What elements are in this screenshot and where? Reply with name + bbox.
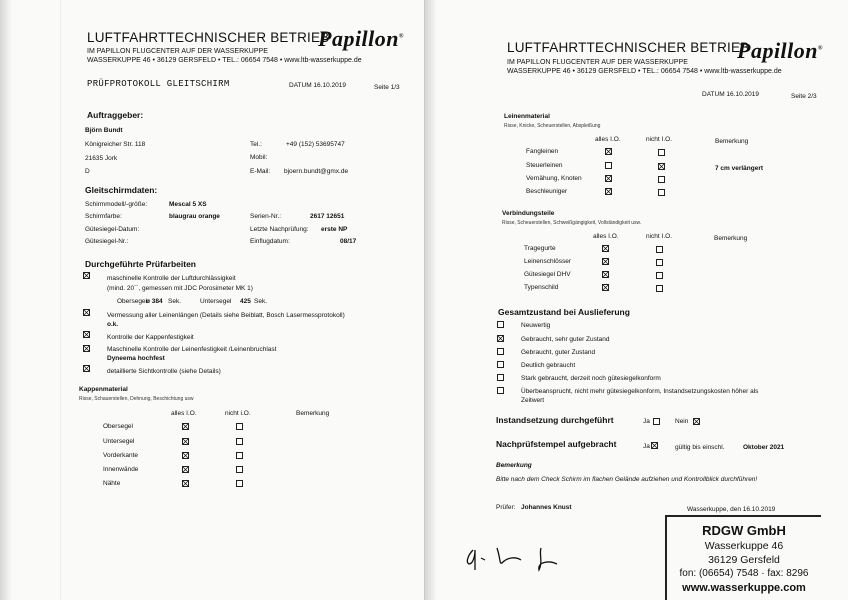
work-line-length: Vermessung aller Leinenlängen (Details siehe Beiblatt, Bosch Lasermessprotokoll)	[107, 312, 345, 319]
connectors-row-label: Gütesiegel DHV	[524, 271, 571, 278]
canopy-row-label: Nähte	[103, 480, 121, 487]
canopy-col-note: Bemerkung	[296, 410, 330, 417]
last-check-value: erste NP	[321, 226, 348, 233]
canopy-ok-checkbox	[182, 452, 189, 459]
condition-label: Deutlich gebraucht	[521, 362, 576, 369]
lines-heading: Leinenmaterial	[504, 113, 550, 120]
stamp-valid-date: Oktober 2021	[743, 444, 785, 451]
canopy-ok-checkbox	[182, 438, 189, 445]
work-visual: detaillierte Sichtkontrolle (siehe Details)	[107, 368, 221, 375]
canopy-ok-checkbox	[182, 466, 189, 473]
repair-no-label: Nein	[675, 418, 689, 425]
upper-sail-unit: Sek.	[168, 298, 182, 305]
company-name: LUFTFAHRTTECHNISCHER BETRIEB	[507, 40, 750, 55]
lines-nok-checkbox	[658, 189, 665, 196]
stamp-yes-checkbox	[651, 442, 658, 449]
condition-heading: Gesamtzustand bei Auslieferung	[498, 307, 630, 317]
connectors-nok-checkbox	[656, 285, 663, 292]
lower-sail-label: Untersegel	[200, 298, 232, 305]
condition-checkbox	[497, 387, 504, 394]
inspector-signature	[455, 530, 595, 575]
place-date: Wasserkuppe, den 16.10.2019	[687, 506, 776, 513]
work-heading: Durchgeführte Prüfarbeiten	[85, 259, 196, 269]
remark-heading: Bemerkung	[496, 462, 532, 469]
lines-subtitle: Risse, Knicke, Scheuerstellen, Abspleißung	[504, 123, 601, 129]
canopy-row-label: Untersegel	[103, 438, 135, 445]
lines-row-label: Vernähung, Knoten	[526, 175, 582, 182]
model-value: Mescal 5 XS	[169, 201, 207, 208]
protocol-page-2	[424, 0, 848, 600]
last-check-label: Letzte Nachprüfung:	[250, 226, 309, 233]
client-street: Königreicher Str. 118	[85, 141, 146, 148]
page-number: Seite 1/3	[374, 84, 400, 91]
connectors-row-label: Leinenschlösser	[524, 258, 571, 265]
lines-nok-checkbox	[658, 176, 665, 183]
flight-date-value: 08/17	[340, 238, 357, 245]
work-line-strength: Maschinelle Kontrolle der Leinenfestigkeit /Leinenbruchlast	[107, 346, 277, 353]
connectors-ok-checkbox	[602, 245, 609, 252]
document-title: PRÜFPROTOKOLL GLEITSCHIRM	[87, 79, 230, 89]
connectors-subtitle: Risse, Scheuerstellen, Schweißgängigkeit, Vollständigkeit usw.	[502, 220, 642, 226]
work-line-strength-result: Dyneema hochfest	[107, 355, 165, 362]
seal-date-label: Gütesiegel-Datum:	[85, 226, 140, 233]
connectors-ok-checkbox	[602, 284, 609, 291]
condition-label-overstressed-cont: Zeitwert	[521, 397, 545, 404]
condition-label-overstressed: Überbeansprucht, nicht mehr gütesiegelkonform, Instandsetzungskosten höher als	[521, 388, 759, 395]
connectors-heading: Verbindungsteile	[502, 210, 555, 217]
lines-row-label: Beschleuniger	[526, 188, 568, 195]
repair-no-checkbox	[693, 418, 700, 425]
canopy-col-ok: alles I.O.	[171, 410, 197, 417]
color-label: Schirmfarbe:	[85, 213, 122, 220]
stamp-company: RDGW GmbH	[702, 523, 786, 538]
lines-col-ok: alles I.O.	[595, 136, 621, 143]
inspection-stamp-label: Nachprüfstempel aufgebracht	[496, 439, 617, 449]
company-address-line2: WASSERKUPPE 46 • 36129 GERSFELD • TEL.: 06654 7548 • www.ltb-wasserkuppe.de	[507, 68, 782, 75]
inspector-name: Johannes Knust	[521, 504, 572, 511]
canopy-row-label: Obersegel	[103, 423, 133, 430]
condition-label: Neuwertig	[521, 322, 551, 329]
company-address-line2: WASSERKUPPE 46 • 36129 GERSFELD • TEL.: 06654 7548 • www.ltb-wasserkuppe.de	[87, 57, 362, 64]
connectors-row-label: Tragegurte	[524, 245, 556, 252]
canopy-nok-checkbox	[236, 452, 243, 459]
work-canopy-strength: Kontrolle der Kappenfestigkeit	[107, 334, 194, 341]
condition-label: Gebraucht, guter Zustand	[521, 349, 596, 356]
condition-checkbox	[497, 321, 504, 328]
upper-sail-value: ø 384	[146, 298, 163, 305]
stamp-valid-label: gültig bis einschl.	[675, 444, 725, 451]
canopy-nok-checkbox	[236, 466, 243, 473]
work-checkbox-line-length	[83, 309, 90, 316]
repair-yes-checkbox	[653, 418, 660, 425]
canopy-ok-checkbox	[182, 480, 189, 487]
email-value: bjoern.bundt@gmx.de	[284, 168, 349, 175]
glider-heading: Gleitschirmdaten:	[85, 185, 158, 195]
lower-sail-unit: Sek.	[254, 298, 268, 305]
work-checkbox-permeability	[83, 272, 90, 279]
canopy-row-label: Innenwände	[103, 466, 139, 473]
company-name: LUFTFAHRTTECHNISCHER BETRIEB	[87, 30, 330, 45]
flight-date-label: Einflugdatum:	[250, 238, 290, 245]
connectors-row-label: Typenschild	[524, 284, 559, 291]
color-value: blaugrau orange	[169, 213, 220, 220]
scan-shadow	[425, 0, 437, 600]
tel-label: Tel.:	[250, 141, 262, 148]
connectors-col-ok: alles I.O.	[593, 233, 619, 240]
client-country: D	[85, 168, 90, 175]
email-label: E-Mail:	[250, 168, 271, 175]
client-heading: Auftraggeber:	[87, 110, 144, 120]
canopy-nok-checkbox	[236, 480, 243, 487]
work-permeability-note: (mind. 20´´, gemessen mit JDC Porosimeter MK 1)	[107, 285, 253, 292]
connectors-nok-checkbox	[656, 246, 663, 253]
canopy-subtitle: Risse, Schauerstellen, Dehnung, Beschichtung usw	[79, 396, 194, 402]
canopy-heading: Kappenmaterial	[79, 386, 128, 393]
stamp-website: www.wasserkuppe.com	[682, 582, 806, 594]
condition-checkbox	[497, 374, 504, 381]
serial-value: 2617 12651	[310, 213, 345, 220]
papillon-logo: Papillon®	[737, 38, 823, 63]
lower-sail-value: 425	[240, 298, 251, 305]
condition-label: Gebraucht, sehr guter Zustand	[521, 336, 610, 343]
inspector-label: Prüfer:	[496, 504, 516, 511]
canopy-nok-checkbox	[236, 423, 243, 430]
condition-checkbox	[497, 348, 504, 355]
connectors-col-nok: nicht I.O.	[646, 233, 673, 240]
connectors-ok-checkbox	[602, 258, 609, 265]
condition-checkbox	[497, 335, 504, 342]
client-name: Björn Bundt	[85, 127, 123, 134]
lines-nok-checkbox	[658, 163, 665, 170]
canopy-nok-checkbox	[236, 438, 243, 445]
lines-col-nok: nicht I.O.	[646, 136, 673, 143]
stamp-phone: fon: (06654) 7548 · fax: 8296	[679, 568, 809, 579]
company-address-line1: IM PAPILLON FLUGCENTER AUF DER WASSERKUPPE	[87, 48, 268, 55]
canopy-col-nok: nicht i.O.	[225, 410, 251, 417]
lines-ok-checkbox	[605, 162, 612, 169]
lines-ok-checkbox	[605, 175, 612, 182]
serial-label: Serien-Nr.:	[250, 213, 282, 220]
lines-note: 7 cm verlängert	[715, 165, 764, 172]
lines-nok-checkbox	[658, 149, 665, 156]
company-stamp	[665, 515, 821, 600]
document-date: DATUM 16.10.2019	[702, 91, 759, 98]
client-city: 21635 Jork	[85, 155, 118, 162]
lines-col-note: Bemerkung	[715, 138, 749, 145]
lines-row-label: Fangleinen	[526, 148, 559, 155]
condition-label: Stark gebraucht, derzeit noch gütesiegelkonform	[521, 375, 661, 382]
canopy-row-label: Vorderkante	[103, 452, 139, 459]
model-label: Schirmmodell/-größe:	[85, 201, 148, 208]
remark-text: Bitte nach dem Check Schirm im flachen Gelände aufziehen und Kontrollblick durchführen!	[496, 476, 758, 483]
work-checkbox-line-strength	[83, 345, 90, 352]
connectors-nok-checkbox	[656, 272, 663, 279]
papillon-logo: Papillon®	[318, 26, 404, 51]
lines-ok-checkbox	[605, 148, 612, 155]
stamp-city: 36129 Gersfeld	[708, 554, 780, 566]
work-checkbox-canopy-strength	[83, 331, 90, 338]
canopy-ok-checkbox	[182, 423, 189, 430]
repair-label: Instandsetzung durchgeführt	[496, 415, 614, 425]
seal-nr-label: Gütesiegel-Nr.:	[85, 238, 129, 245]
connectors-col-note: Bemerkung	[714, 235, 748, 242]
work-permeability: maschinelle Kontrolle der Luftdurchlässigkeit	[107, 275, 236, 282]
stamp-yes-label: Ja	[643, 443, 650, 450]
connectors-ok-checkbox	[602, 271, 609, 278]
document-date: DATUM 16.10.2019	[289, 82, 346, 89]
lines-ok-checkbox	[605, 188, 612, 195]
company-address-line1: IM PAPILLON FLUGCENTER AUF DER WASSERKUPPE	[507, 59, 688, 66]
tel-value: +49 (152) 53695747	[286, 141, 345, 148]
condition-checkbox	[497, 361, 504, 368]
mobil-label: Mobil:	[250, 154, 268, 161]
scan-shadow	[0, 0, 12, 600]
upper-sail-label: Obersegel	[117, 298, 147, 305]
connectors-nok-checkbox	[656, 259, 663, 266]
work-checkbox-visual	[83, 365, 90, 372]
repair-yes-label: Ja	[643, 418, 650, 425]
stamp-street: Wasserkuppe 46	[704, 540, 784, 552]
fold-line	[60, 0, 61, 600]
work-line-length-result: o.k.	[107, 321, 119, 328]
lines-row-label: Steuerleinen	[526, 162, 563, 169]
page-number: Seite 2/3	[791, 93, 817, 100]
